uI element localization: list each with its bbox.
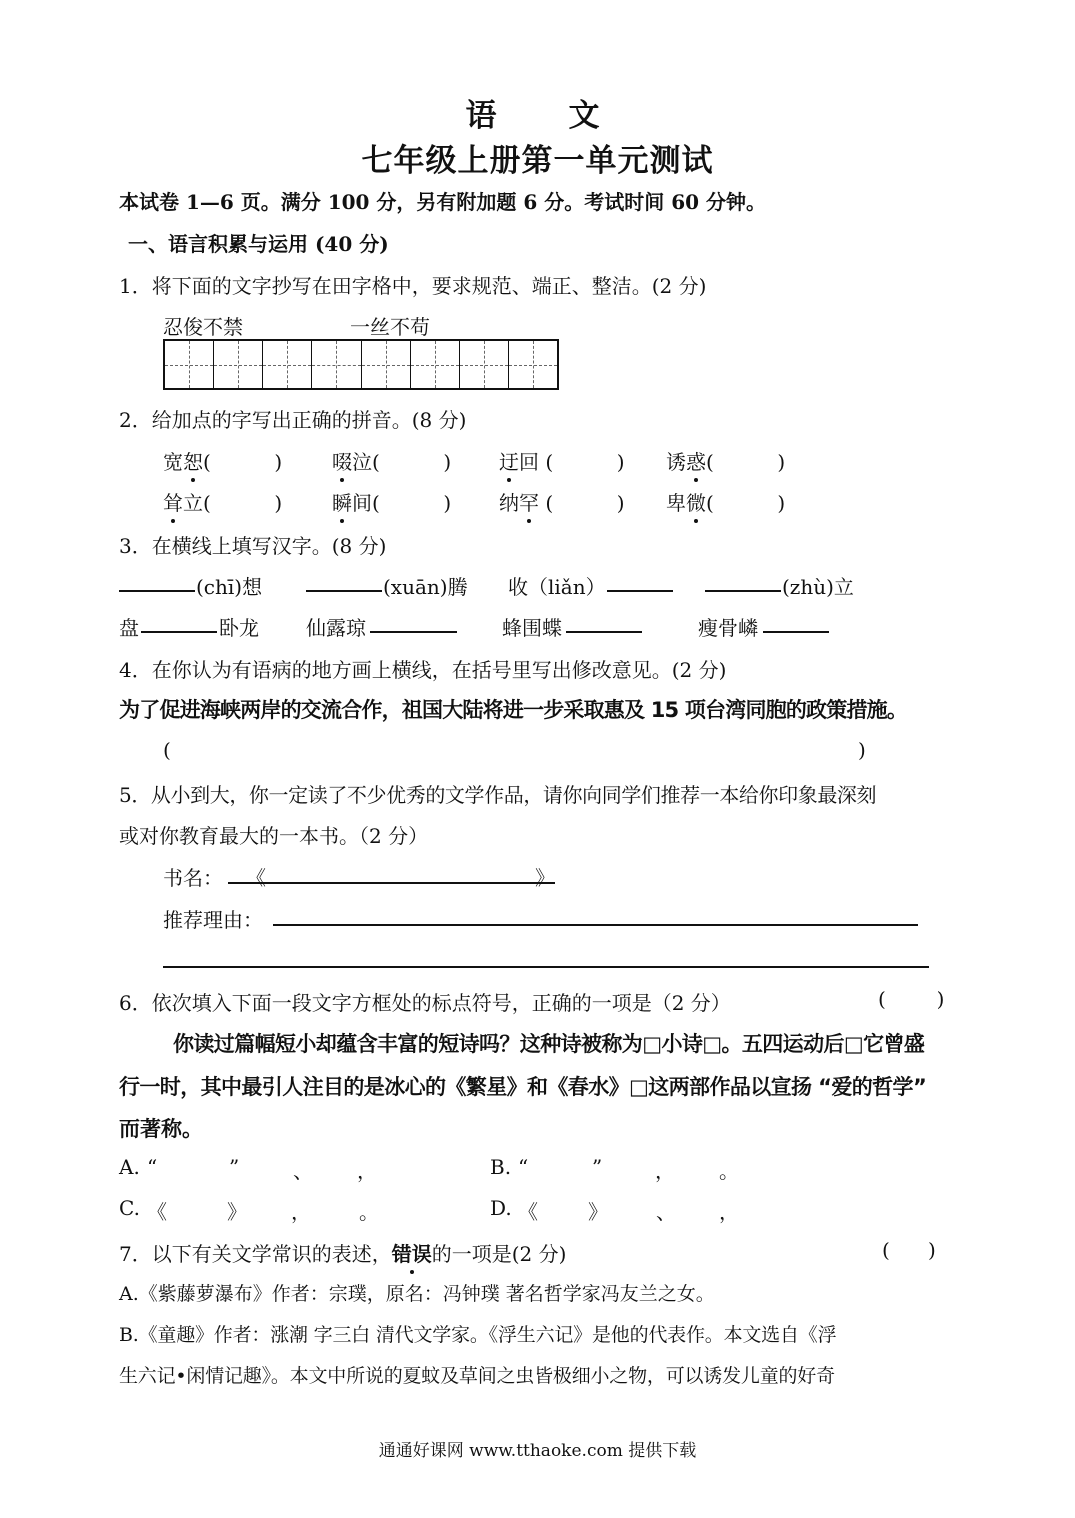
pinyin-item: 耸立( ) [163, 487, 282, 516]
q1-words-b: 一丝不苟 [350, 315, 430, 339]
option-mark: ” [592, 1155, 603, 1179]
option-mark: 《 [518, 1200, 538, 1224]
option-mark: 、 [656, 1200, 676, 1224]
q6-para-line1: 你读过篇幅短小却蕴含丰富的短诗吗？这种诗被称为□小诗□。五四运动后□它曾盛 [173, 1032, 925, 1056]
reason-line[interactable] [163, 966, 929, 968]
fill-blank-line[interactable] [607, 590, 673, 592]
q7-option-a: A.《紫藤萝瀑布》作者：宗璞，原名：冯钟璞 著名哲学家冯友兰之女。 [119, 1283, 715, 1305]
pinyin-item: 瞬间( ) [332, 487, 451, 516]
q4-paren-close: ) [858, 738, 866, 762]
q7-option-b-line1: B.《童趣》作者：涨潮 字三白 清代文学家。《浮生六记》是他的代表作。本文选自《浮 [119, 1324, 837, 1346]
option-a-letter[interactable]: A. [119, 1155, 140, 1179]
q3-item: (xuān)腾 [383, 575, 468, 599]
fill-blank-line[interactable] [141, 631, 217, 633]
option-d-letter[interactable]: D. [490, 1196, 512, 1220]
book-label: 书名： [163, 866, 223, 890]
q4-paren-open: ( [163, 738, 171, 762]
option-mark: 》 [588, 1200, 608, 1224]
option-mark: 《 [147, 1200, 167, 1224]
option-mark: “ [147, 1155, 158, 1179]
grid-cell[interactable] [362, 341, 411, 388]
q6-para-line2: 行一时，其中最引人注目的是冰心的《繁星》和《春水》□这两部作品以宣扬 “爱的哲学” [119, 1075, 927, 1099]
grid-cell[interactable] [165, 341, 214, 388]
subject-char-a: 语 [465, 98, 507, 134]
book-open: 《 [246, 866, 266, 890]
option-mark: ， [357, 1159, 377, 1183]
q4-prompt: 4．在你认为有语病的地方画上横线，在括号里写出修改意见。(2 分) [119, 658, 727, 682]
q3-prompt: 3．在横线上填写汉字。(8 分) [119, 534, 387, 558]
fill-blank-line[interactable] [306, 590, 382, 592]
q1-prompt: 1．将下面的文字抄写在田字格中，要求规范、端正、整洁。(2 分) [119, 274, 707, 298]
reason-label: 推荐理由： [163, 908, 263, 932]
q1-words-a: 忍俊不禁 [163, 315, 243, 339]
pinyin-item: 纳罕 ( ) [499, 487, 625, 516]
tianzige-grid[interactable] [163, 339, 559, 390]
option-mark: 。 [359, 1200, 379, 1224]
option-mark: ， [291, 1200, 311, 1224]
q3-item: (zhù)立 [782, 575, 854, 599]
q5-prompt-line1: 5．从小到大，你一定读了不少优秀的文学作品，请你向同学们推荐一本给你印象最深刻 [119, 783, 877, 807]
pinyin-item: 卑微( ) [666, 487, 785, 516]
pinyin-item: 诱惑( ) [666, 446, 785, 475]
q2-prompt: 2．给加点的字写出正确的拼音。(8 分) [119, 408, 467, 432]
option-mark: ， [719, 1200, 739, 1224]
grid-cell[interactable] [312, 341, 361, 388]
option-mark: 》 [227, 1200, 247, 1224]
fill-blank-line[interactable] [119, 590, 195, 592]
q5-prompt-line2: 或对你教育最大的一本书。（2 分） [119, 824, 429, 848]
q6-prompt: 6．依次填入下面一段文字方框处的标点符号，正确的一项是（2 分） [119, 991, 731, 1015]
grid-cell[interactable] [411, 341, 460, 388]
book-close: 》 [535, 866, 555, 890]
fill-blank-line[interactable] [370, 631, 457, 633]
grid-cell[interactable] [509, 341, 557, 388]
exam-intro: 本试卷 1—6 页。满分 100 分，另有附加题 6 分。考试时间 60 分钟。 [119, 190, 767, 214]
fill-blank-line[interactable] [705, 590, 781, 592]
q3-item: 蜂围蝶 [502, 616, 562, 640]
subject-title [0, 90, 1075, 135]
option-b-letter[interactable]: B. [490, 1155, 512, 1179]
option-mark: “ [518, 1155, 529, 1179]
option-c-letter[interactable]: C. [119, 1196, 140, 1220]
section-heading: 一、语言积累与运用 (40 分) [128, 232, 389, 256]
fill-blank-line[interactable] [763, 631, 829, 633]
q3-item: 仙露琼 [306, 616, 366, 640]
option-mark: ” [229, 1155, 240, 1179]
pinyin-item: 啜泣( ) [332, 446, 451, 475]
q6-para-line3: 而著称。 [119, 1117, 203, 1141]
q7-answer-paren[interactable]: ( ) [882, 1238, 936, 1262]
grid-cell[interactable] [263, 341, 312, 388]
q6-answer-paren[interactable]: ( ) [878, 987, 945, 1011]
option-mark: ， [655, 1159, 675, 1183]
grid-cell[interactable] [214, 341, 263, 388]
q3-item: 卧龙 [219, 616, 259, 640]
exam-subtitle: 七年级上册第一单元测试 [361, 143, 714, 179]
fill-blank-line[interactable] [566, 631, 642, 633]
reason-line[interactable] [273, 924, 918, 926]
q7-option-b-line2: 生六记•闲情记趣》。本文中所说的夏蚊及草间之虫皆极细小之物，可以诱发儿童的好奇 [119, 1365, 835, 1387]
q3-item: 盘 [119, 616, 139, 640]
q3-item: 收（liǎn） [508, 575, 606, 599]
page-footer: 通通好课网 www.tthaoke.com 提供下载 [378, 1441, 697, 1461]
pinyin-item: 宽恕( ) [163, 446, 282, 475]
subject-char-b: 文 [568, 98, 610, 134]
q4-sentence[interactable]: 为了促进海峡两岸的交流合作，祖国大陆将进一步采取惠及 15 项台湾同胞的政策措施。 [119, 698, 908, 722]
option-mark: 。 [719, 1159, 739, 1183]
book-name-line[interactable] [228, 882, 555, 884]
q3-item: (chī)想 [196, 575, 263, 599]
grid-cell[interactable] [460, 341, 509, 388]
option-mark: 、 [293, 1159, 313, 1183]
q3-item: 瘦骨嶙 [698, 616, 758, 640]
q7-prompt: 7．以下有关文学常识的表述，错误的一项是(2 分) [119, 1238, 566, 1267]
pinyin-item: 迂回 ( ) [499, 446, 625, 475]
